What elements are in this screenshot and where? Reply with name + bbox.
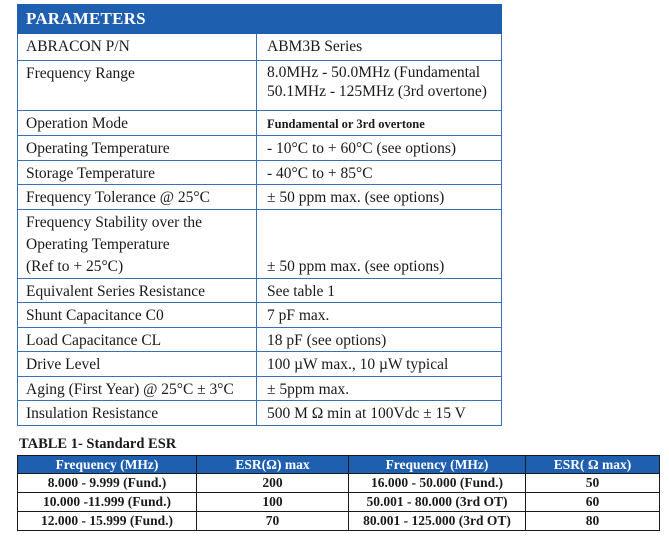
param-label: Insulation Resistance xyxy=(18,401,257,425)
esr-cell: 60 xyxy=(526,493,660,512)
param-value: 500 M Ω min at 100Vdc ± 15 V xyxy=(267,405,466,422)
param-label: Storage Temperature xyxy=(18,161,257,184)
param-row-esr xyxy=(17,279,502,303)
param-label: Operation Mode xyxy=(18,111,257,135)
param-row-shunt-capacitance xyxy=(17,303,502,328)
param-label: Shunt Capacitance C0 xyxy=(18,303,257,327)
esr-cell: 100 xyxy=(197,493,349,512)
param-label: ABRACON P/N xyxy=(18,34,257,60)
esr-cell: 10.000 -11.999 (Fund.) xyxy=(18,493,197,512)
param-row-frequency-stability xyxy=(17,210,502,279)
param-value: 7 pF max. xyxy=(267,307,330,324)
table-row xyxy=(18,474,660,493)
param-label: Drive Level xyxy=(18,352,257,376)
param-label: Operating Temperature xyxy=(18,136,257,160)
table-row xyxy=(18,512,660,531)
param-row-load-capacitance xyxy=(17,328,502,352)
esr-cell: 16.000 - 50.000 (Fund.) xyxy=(349,474,526,493)
param-label xyxy=(18,210,257,278)
param-label: Frequency Tolerance @ 25°C xyxy=(18,185,257,209)
param-value: ± 5ppm max. xyxy=(267,381,350,398)
parameters-table xyxy=(17,4,502,422)
esr-cell: 70 xyxy=(197,512,349,531)
esr-table-title: TABLE 1- Standard ESR xyxy=(19,436,177,452)
param-label: Load Capacitance CL xyxy=(18,328,257,351)
param-row-part-number xyxy=(17,34,502,61)
esr-table xyxy=(17,455,660,531)
param-label-line: Frequency Stability over the xyxy=(26,214,203,231)
param-row-insulation-resistance xyxy=(17,401,502,426)
parameters-title: PARAMETERS xyxy=(17,4,502,34)
table-row xyxy=(18,493,660,512)
esr-cell: 50.001 - 80.000 (3rd OT) xyxy=(349,493,526,512)
param-value-text: ± 50 ppm max. (see options) xyxy=(267,258,445,275)
param-row-operation-mode xyxy=(17,111,502,136)
esr-header-cell: Frequency (MHz) xyxy=(18,456,197,474)
esr-header-cell: ESR( Ω max) xyxy=(526,456,660,474)
param-label: Frequency Range xyxy=(18,61,257,110)
param-value: 18 pF (see options) xyxy=(267,332,387,349)
param-row-frequency-tolerance xyxy=(17,185,502,210)
param-value: ABM3B Series xyxy=(267,38,363,55)
esr-header-cell: Frequency (MHz) xyxy=(349,456,526,474)
esr-cell: 8.000 - 9.999 (Fund.) xyxy=(18,474,197,493)
param-row-aging xyxy=(17,377,502,401)
esr-header-cell: ESR(Ω) max xyxy=(197,456,349,474)
param-row-operating-temperature xyxy=(17,136,502,161)
param-row-storage-temperature xyxy=(17,161,502,185)
esr-cell: 200 xyxy=(197,474,349,493)
param-value: ± 50 ppm max. (see options) xyxy=(267,189,445,206)
param-label: Aging (First Year) @ 25°C ± 3°C xyxy=(18,377,257,400)
param-value-line: 8.0MHz - 50.0MHz (Fundamental xyxy=(267,64,481,81)
esr-cell: 80 xyxy=(526,512,660,531)
param-value: - 10°C to + 60°C (see options) xyxy=(267,140,457,157)
param-row-frequency-range xyxy=(17,61,502,111)
param-row-drive-level xyxy=(17,352,502,377)
esr-cell: 80.001 - 125.000 (3rd OT) xyxy=(349,512,526,531)
param-value: - 40°C to + 85°C xyxy=(267,165,373,182)
param-label-line: (Ref to + 25°C) xyxy=(26,258,124,275)
param-value: Fundamental or 3rd overtone xyxy=(267,117,425,131)
param-value xyxy=(257,61,501,110)
param-label: Equivalent Series Resistance xyxy=(18,279,257,302)
esr-cell: 50 xyxy=(526,474,660,493)
esr-header-row xyxy=(18,456,660,474)
param-value: 100 µW max., 10 µW typical xyxy=(267,356,449,373)
param-value xyxy=(257,210,501,278)
param-value: See table 1 xyxy=(267,283,336,300)
param-label-line: Operating Temperature xyxy=(26,236,170,253)
esr-cell: 12.000 - 15.999 (Fund.) xyxy=(18,512,197,531)
param-value-line: 50.1MHz - 125MHz (3rd overtone) xyxy=(267,83,487,100)
